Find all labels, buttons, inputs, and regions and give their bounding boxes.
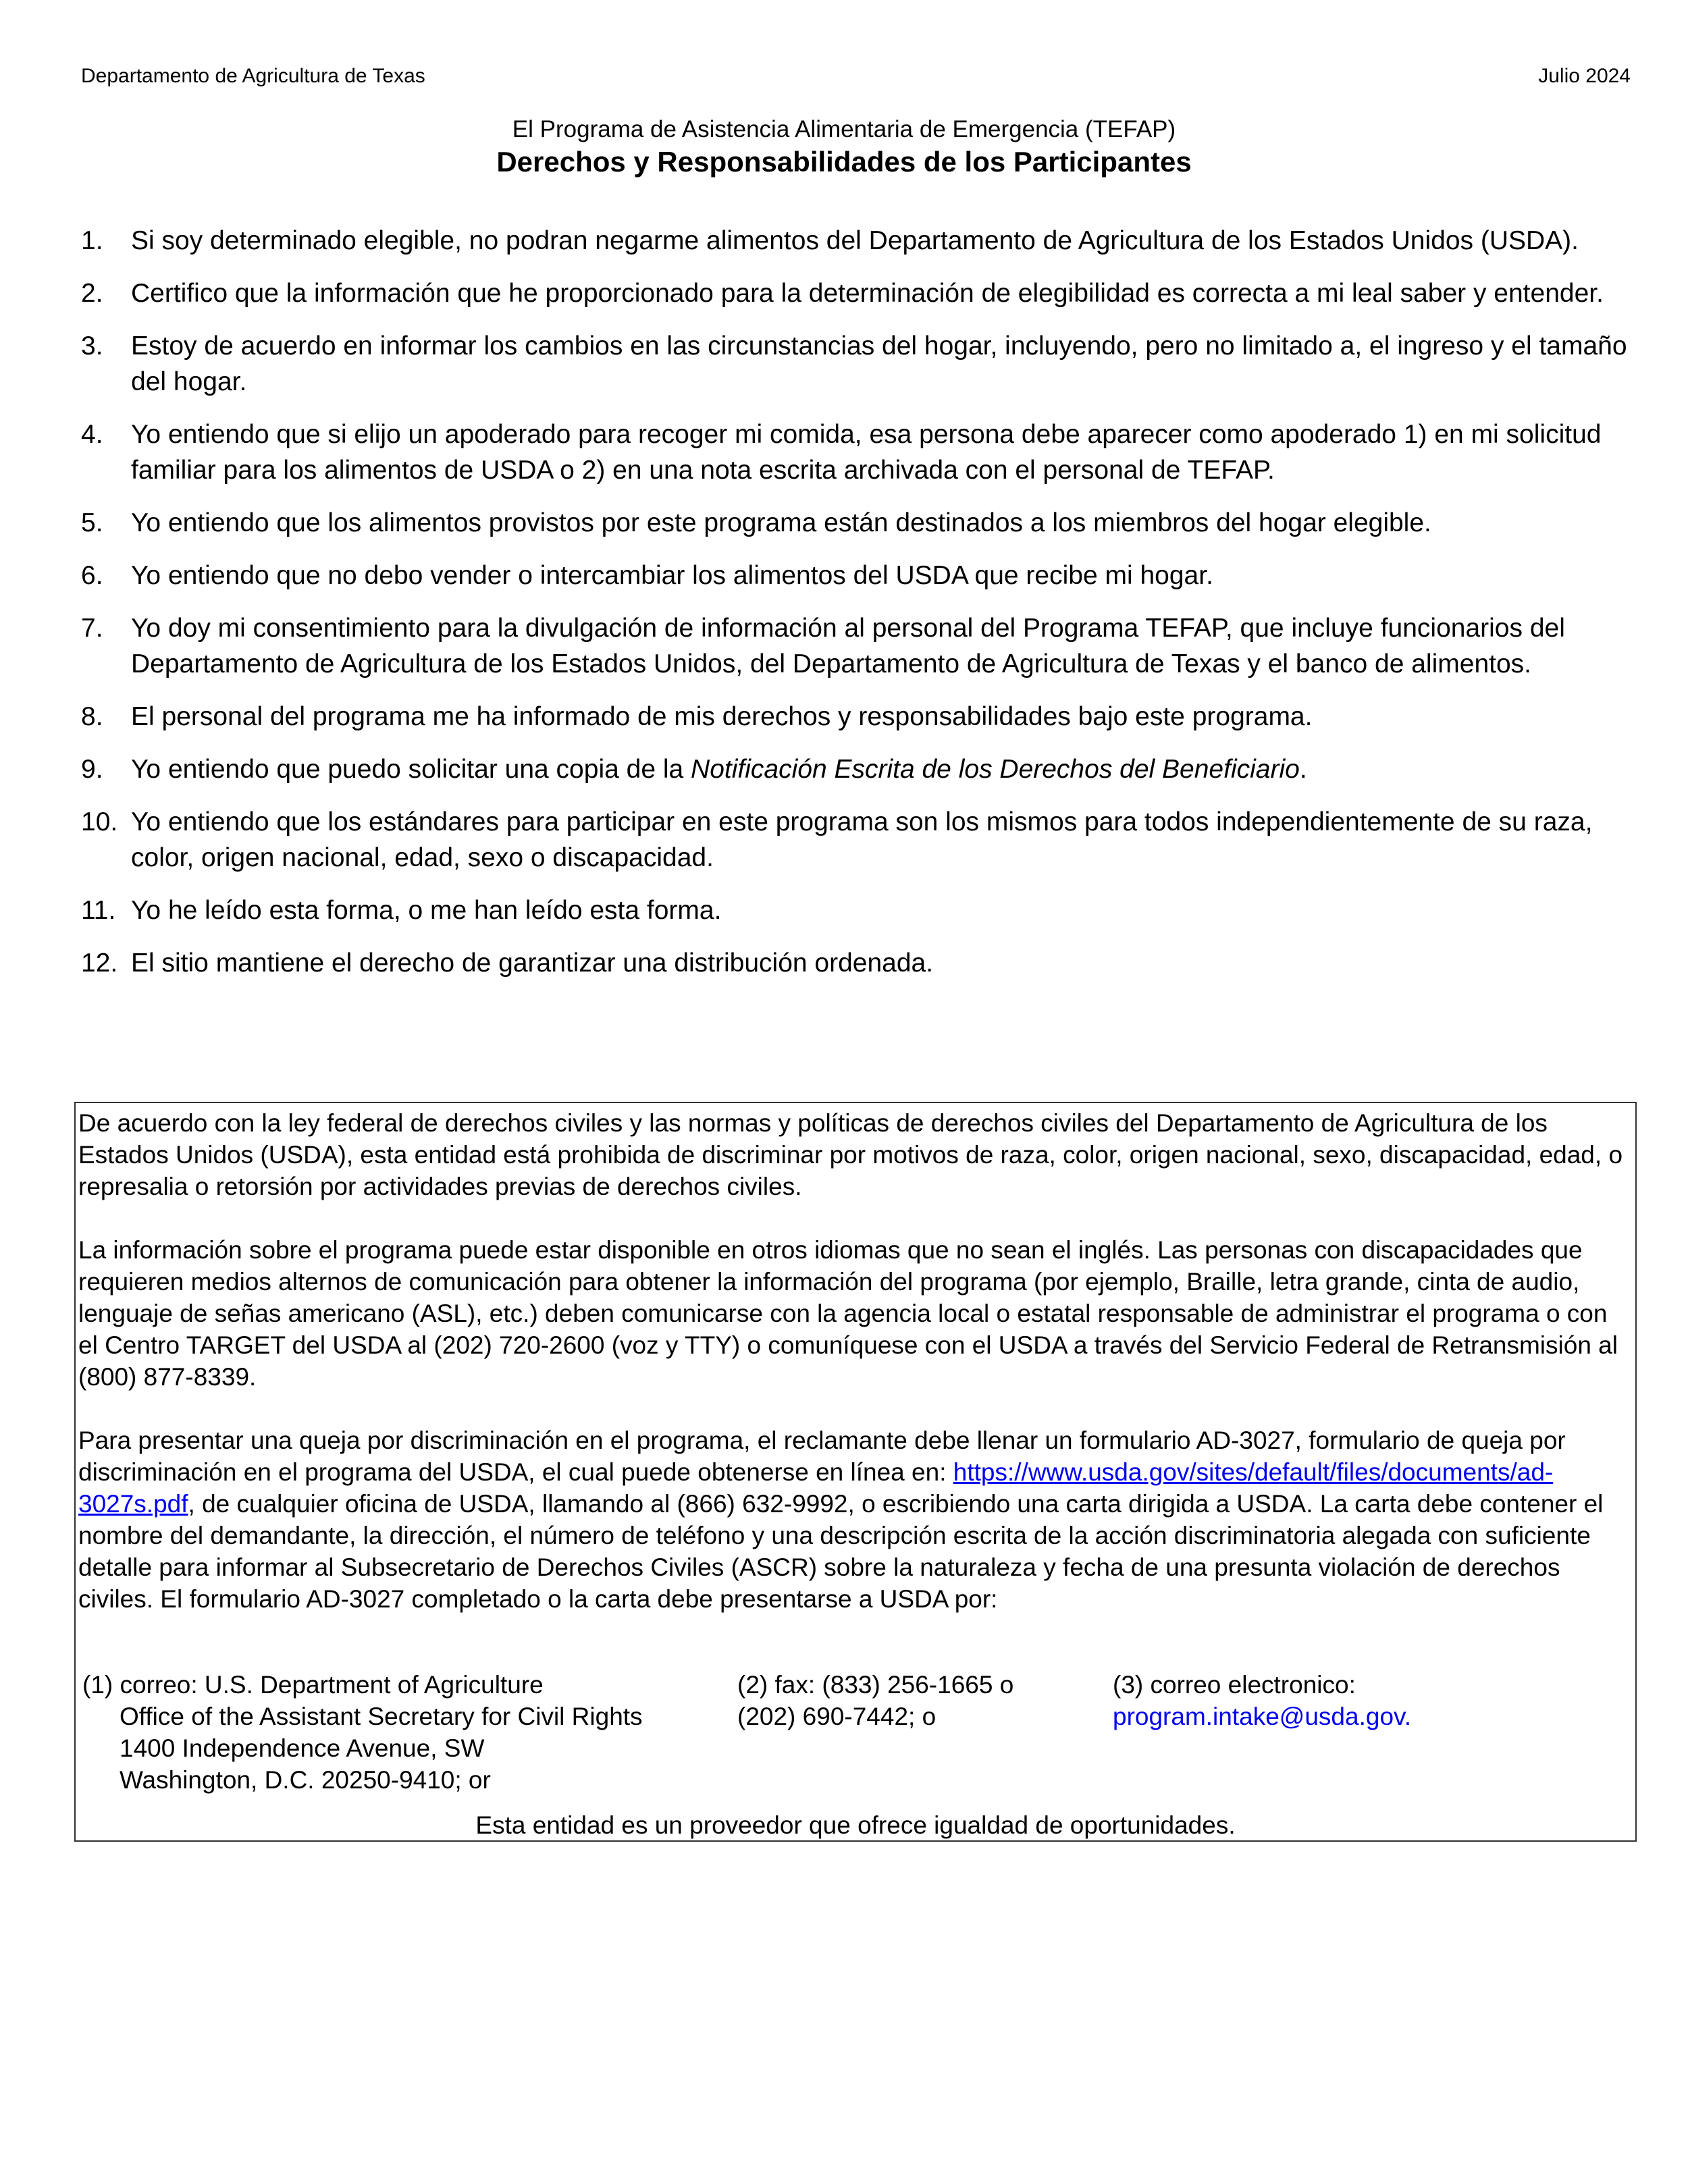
notice-paragraph-civil-rights: De acuerdo con la ley federal de derechos civiles y las normas y políticas de derechos civiles del Departamento de Agricultura de los Estados Unidos (USDA), esta entidad está prohibida de discriminar por motivos de raza, color, origen nacional, sexo, discapacidad, edad, o represalia o retorsión por actividades previas de derechos civiles. <box>78 1109 1623 1200</box>
notice-paragraph-complaint <box>78 1424 1631 1615</box>
item-number: 2. <box>81 279 103 308</box>
list-item <box>81 751 1634 787</box>
item-text-italic: Notificación Escrita de los Derechos del Beneficiario <box>691 755 1300 784</box>
list-item <box>81 558 1634 593</box>
mail-line: 1400 Independence Avenue, SW <box>120 1734 485 1762</box>
item-text: Yo entiendo que los alimentos provistos por este programa están destinados a los miembros del hogar elegible. <box>131 508 1431 537</box>
item-number: 1. <box>81 226 103 255</box>
complaint-form-link[interactable]: https://www.usda.gov/sites/default/files/documents/ad-3027s.pdf <box>78 1458 1554 1518</box>
email-label: (3) correo electronico: <box>1113 1671 1356 1699</box>
item-number: 9. <box>81 755 103 784</box>
item-text <box>131 751 1634 787</box>
list-item <box>81 893 1634 928</box>
list-item <box>81 223 1634 259</box>
complaint-text-after: , de cualquier oficina de USDA, llamando al (866) 632-9992, o escribiendo una carta dirigida a USDA. La carta debe contener el nombre del demandante, la dirección, el número de teléfono y una descripción escrita de la acción discriminatoria alegada con suficiente detalle para informar al Subsecretario de Derechos Civiles (ASCR) sobre la naturaleza y fecha de una presunta violación de derechos civiles. El formulario AD-3027 completado o la carta debe presentarse a USDA por: <box>78 1490 1604 1613</box>
mail-line: Washington, D.C. 20250-9410; or <box>120 1766 491 1794</box>
item-text: Yo entiendo que no debo vender o intercambiar los alimentos del USDA que recibe mi hogar. <box>131 561 1213 590</box>
item-text: Yo doy mi consentimiento para la divulgación de información al personal del Programa TEFAP, que incluye funcionarios del Departamento de Agricultura de los Estados Unidos, del Departamento de Agricultura de Texas y el banco de alimentos. <box>131 614 1565 678</box>
complaint-text-before: Para presentar una queja por discriminación en el programa, el reclamante debe llenar un formulario AD-3027, formulario de queja por discriminación en el programa del USDA, el cual puede obtenerse en línea en: <box>78 1427 1566 1486</box>
program-name: El Programa de Asistencia Alimentaria de Emergencia (TEFAP) <box>512 116 1176 142</box>
list-item <box>81 417 1634 488</box>
item-text-before: Yo entiendo que puedo solicitar una copia de la <box>131 755 691 784</box>
fax-block <box>737 1669 1013 1732</box>
list-item <box>81 328 1634 400</box>
item-text: Yo he leído esta forma, o me han leído esta forma. <box>131 896 722 925</box>
rights-list <box>81 223 1634 998</box>
list-item <box>81 505 1634 541</box>
list-item <box>81 610 1634 682</box>
item-number: 4. <box>81 420 103 449</box>
document-date: Julio 2024 <box>1538 65 1631 87</box>
item-number: 11. <box>81 896 116 925</box>
item-text: El personal del programa me ha informado de mis derechos y responsabilidades bajo este programa. <box>131 702 1313 731</box>
item-number: 7. <box>81 614 103 643</box>
item-text: Yo entiendo que si elijo un apoderado para recoger mi comida, esa persona debe aparecer como apoderado 1) en mi solicitud familiar para los alimentos de USDA o 2) en una nota escrita archivada con el personal de TEFAP. <box>131 420 1602 485</box>
item-text: Si soy determinado elegible, no podran negarme alimentos del Departamento de Agricultura de los Estados Unidos (USDA). <box>131 226 1579 255</box>
item-text: Certifico que la información que he proporcionado para la determinación de elegibilidad es correcta a mi leal saber y entender. <box>131 279 1604 308</box>
mail-line: Office of the Assistant Secretary for Civil Rights <box>120 1703 643 1730</box>
item-number: 8. <box>81 702 103 731</box>
item-text: Yo entiendo que los estándares para participar en este programa son los mismos para todos independientemente de su raza, color, origen nacional, edad, sexo o discapacidad. <box>131 807 1593 872</box>
item-number: 6. <box>81 561 103 590</box>
item-number: 3. <box>81 331 103 361</box>
item-text-after: . <box>1299 755 1307 784</box>
nondiscrimination-notice <box>74 1102 1637 1842</box>
equal-opportunity-statement: Esta entidad es un proveedor que ofrece igualdad de oportunidades. <box>475 1811 1236 1839</box>
notice-paragraph-languages: La información sobre el programa puede estar disponible en otros idiomas que no sean el inglés. Las personas con discapacidades que requieren medios alternos de comunicación para obtener la información del programa (por ejemplo, Braille, letra grande, cinta de audio, lenguaje de señas americano (ASL), etc.) deben comunicarse con la agencia local o estatal responsable de administrar el programa o con el Centro TARGET del USDA al (202) 720-2600 (voz y TTY) o comuníquese con el USDA a través del Servicio Federal de Retransmisión al (800) 877-8339. <box>78 1236 1618 1391</box>
email-block <box>1113 1669 1411 1732</box>
item-number: 12. <box>81 949 118 978</box>
fax-line: (202) 690-7442; o <box>737 1703 937 1730</box>
item-number: 5. <box>81 508 103 537</box>
email-link[interactable]: program.intake@usda.gov. <box>1113 1703 1412 1730</box>
list-item <box>81 275 1634 311</box>
item-text: El sitio mantiene el derecho de garantizar una distribución ordenada. <box>131 949 934 978</box>
mail-address-block <box>82 1669 643 1796</box>
agency-name: Departamento de Agricultura de Texas <box>81 65 425 87</box>
item-text: Estoy de acuerdo en informar los cambios en las circunstancias del hogar, incluyendo, pero no limitado a, el ingreso y el tamaño del hogar. <box>131 331 1627 396</box>
mail-line: (1) correo: U.S. Department of Agriculture <box>82 1671 544 1699</box>
list-item <box>81 804 1634 876</box>
list-item <box>81 945 1634 981</box>
item-number: 10. <box>81 807 118 836</box>
page-title: Derechos y Responsabilidades de los Participantes <box>496 146 1192 178</box>
fax-line: (2) fax: (833) 256-1665 o <box>737 1671 1014 1699</box>
list-item <box>81 699 1634 735</box>
